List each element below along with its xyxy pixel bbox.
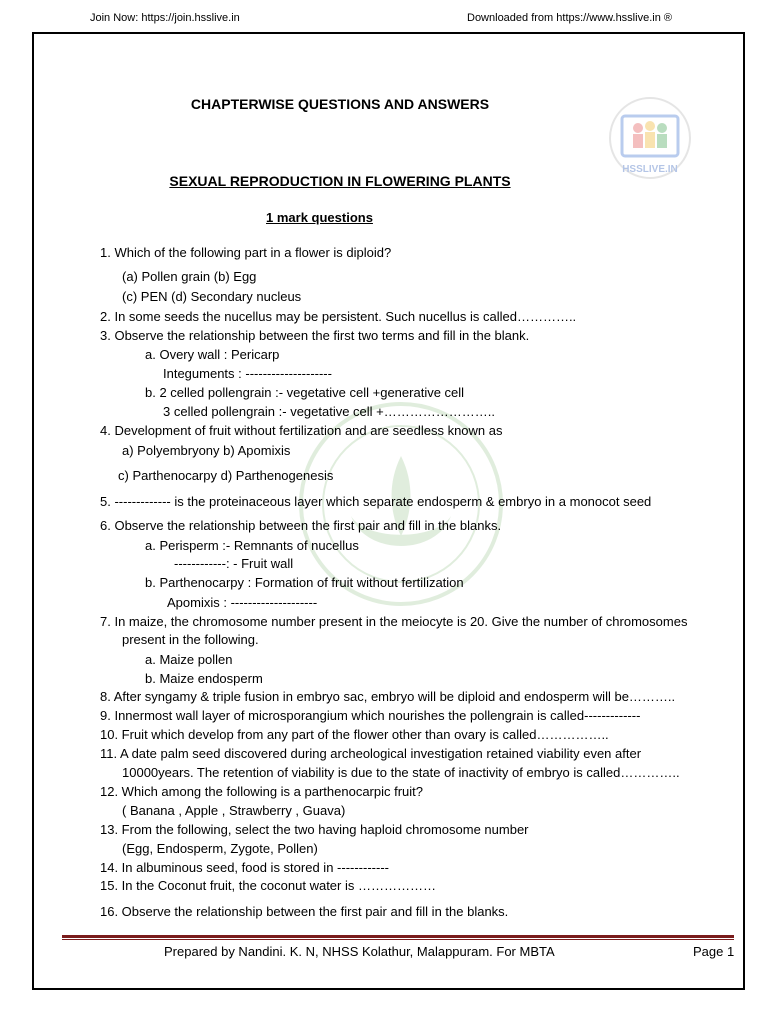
q6-part-b: b. Parthenocarpy : Formation of fruit without fertilization <box>145 575 464 590</box>
join-link[interactable]: Join Now: https://join.hsslive.in <box>90 12 240 24</box>
q3-part-a: a. Overy wall : Pericarp <box>145 347 280 362</box>
question-12: 12. Which among the following is a parthenocarpic fruit? <box>100 784 424 799</box>
section-heading: 1 mark questions <box>266 210 373 225</box>
footer-credit: Prepared by Nandini. K. N, NHSS Kolathur, Malappuram. For MBTA <box>164 944 555 959</box>
q4-options-cd: c) Parthenocarpy d) Parthenogenesis <box>118 468 334 483</box>
q6-part-a: a. Perisperm :- Remnants of nucellus <box>145 538 359 553</box>
question-14: 14. In albuminous seed, food is stored in ------------ <box>100 860 389 875</box>
q1-options-cd: (c) PEN (d) Secondary nucleus <box>122 289 302 304</box>
download-source-link[interactable]: Downloaded from https://www.hsslive.in ® <box>467 12 672 24</box>
q7-part-a: a. Maize pollen <box>145 652 233 667</box>
footer-divider-thin <box>62 939 734 940</box>
q7-part-b: b. Maize endosperm <box>145 671 263 686</box>
question-5: 5. ------------- is the proteinaceous layer which separate endosperm & embryo in a monocot seed <box>100 494 652 509</box>
question-9: 9. Innermost wall layer of microsporangium which nourishes the pollengrain is called------------- <box>100 708 641 723</box>
footer-divider <box>62 935 734 938</box>
q12-options: ( Banana , Apple , Strawberry , Guava) <box>122 803 346 818</box>
q1-options-ab: (a) Pollen grain (b) Egg <box>122 269 257 284</box>
chapter-title: SEXUAL REPRODUCTION IN FLOWERING PLANTS <box>169 173 511 189</box>
q6-part-b-blank: Apomixis : -------------------- <box>167 595 318 610</box>
question-7: 7. In maize, the chromosome number present in the meiocyte is 20. Give the number of chromosomes <box>100 614 688 629</box>
question-10: 10. Fruit which develop from any part of the flower other than ovary is called…………….. <box>100 727 609 742</box>
question-3: 3. Observe the relationship between the first two terms and fill in the blank. <box>100 328 530 343</box>
question-6: 6. Observe the relationship between the first pair and fill in the blanks. <box>100 518 502 533</box>
question-11: 11. A date palm seed discovered during archeological investigation retained viability even after <box>100 746 642 761</box>
q13-options: (Egg, Endosperm, Zygote, Pollen) <box>122 841 318 856</box>
q3-part-b: b. 2 celled pollengrain :- vegetative cell +generative cell <box>145 385 465 400</box>
hsslive-logo-text: HSSLIVE.IN <box>622 164 678 175</box>
question-4: 4. Development of fruit without fertilization and are seedless known as <box>100 423 503 438</box>
question-2: 2. In some seeds the nucellus may be persistent. Such nucellus is called………….. <box>100 309 577 324</box>
page-title: CHAPTERWISE QUESTIONS AND ANSWERS <box>190 96 490 112</box>
q3-part-a-blank: Integuments : -------------------- <box>163 366 332 381</box>
page-number: Page 1 <box>693 944 735 959</box>
q11-continued: 10000years. The retention of viability is due to the state of inactivity of embryo is called………….. <box>122 765 680 780</box>
question-13: 13. From the following, select the two having haploid chromosome number <box>100 822 529 837</box>
q6-part-a-blank: ------------: - Fruit wall <box>174 556 294 571</box>
question-16: 16. Observe the relationship between the first pair and fill in the blanks. <box>100 904 509 919</box>
download-header <box>0 12 768 28</box>
q3-part-b-blank: 3 celled pollengrain :- vegetative cell +…………………….. <box>163 404 495 419</box>
question-1: 1. Which of the following part in a flower is diploid? <box>100 245 392 260</box>
question-8: 8. After syngamy & triple fusion in embryo sac, embryo will be diploid and endosperm will be……….. <box>100 689 676 704</box>
question-15: 15. In the Coconut fruit, the coconut water is ……………… <box>100 878 436 893</box>
q4-options-ab: a) Polyembryony b) Apomixis <box>122 443 291 458</box>
q7-continued: present in the following. <box>122 632 259 647</box>
